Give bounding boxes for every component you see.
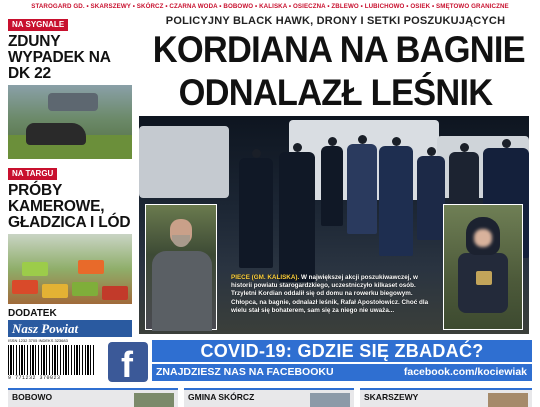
covid-title: COVID-19: GDZIE SIĘ ZBADAĆ? [152,340,532,362]
facebook-icon[interactable]: f [108,342,148,382]
sidebar-story-market[interactable] [8,163,132,304]
main-headline-line1[interactable]: KORDIANA NA BAGNIE [152,29,525,70]
market-photo [8,234,132,304]
photo-caption [231,274,439,315]
section-thumbnail [488,393,528,407]
caption-place: PIECE (GM. KALISKA). [231,274,300,281]
barcode-number: 9 771232 370023 [8,375,61,381]
caption-body: W największej akcji poszukiwawczej, w historii powiatu starogardzkiego, uczestniczyło kilkaset osób. Trzyletni Kordian oddalił się od domu na rowerku biegowym. Chłopca, na bagnie, odnalazł leśnik, Rafał Apostołowicz. Choć dla wielu stał się bohaterem, sam się za niego nie uważa... [231,274,429,314]
section-skarszewy[interactable] [360,388,532,407]
barcode-bars [8,345,96,375]
facebook-link[interactable]: facebook.com/kociewiak [403,366,527,378]
barcode-block [8,338,98,384]
section-label: GMINA SKÓRCZ [188,392,255,402]
forester-portrait [145,204,217,330]
covid-banner[interactable] [108,338,532,384]
supplement-label: DODATEK [8,308,57,319]
main-photo[interactable] [139,116,529,334]
headline-kicker: POLICYJNY BLACK HAWK, DRONY I SETKI POSZUKUJĄCYCH [165,15,506,27]
sidebar-story-accident[interactable] [8,14,132,159]
sidebar [8,14,132,334]
section-skorcz[interactable] [184,388,354,407]
supplement-banner[interactable]: Nasz Powiat [8,320,132,337]
bottom-sections [8,388,532,407]
towns-strip: STAROGARD GD. • SKARSZEWY • SKÓRCZ • CZARNA WODA • BOBOWO • KALISKA • OSIECZNA • ZBLEWO • LUBICHOWO • OSIEK • SMĘTOWO GRANICZNE [31,3,509,10]
section-label: BOBOWO [12,392,53,402]
story-headline: PRÓBY KAMEROWE, GŁADZICA I LÓD [8,182,131,231]
child-portrait [443,204,523,330]
facebook-invite: ZNAJDZIESZ NAS NA FACEBOOKU [156,366,334,378]
section-bobowo[interactable] [8,388,178,407]
story-headline: ZDUNY WYPADEK NA DK 22 [8,33,111,82]
accident-photo [8,85,132,159]
section-thumbnail [134,393,174,407]
issn-text: ISSN 1232 3705 INDEKS 323683 [8,338,68,343]
section-thumbnail [310,393,350,407]
section-tag: NA TARGU [8,168,57,180]
main-headline-line2[interactable]: ODNALAZŁ LEŚNIK [178,72,493,113]
section-label: SKARSZEWY [364,392,419,402]
facebook-strip [152,364,532,381]
section-tag: NA SYGNALE [8,19,68,31]
